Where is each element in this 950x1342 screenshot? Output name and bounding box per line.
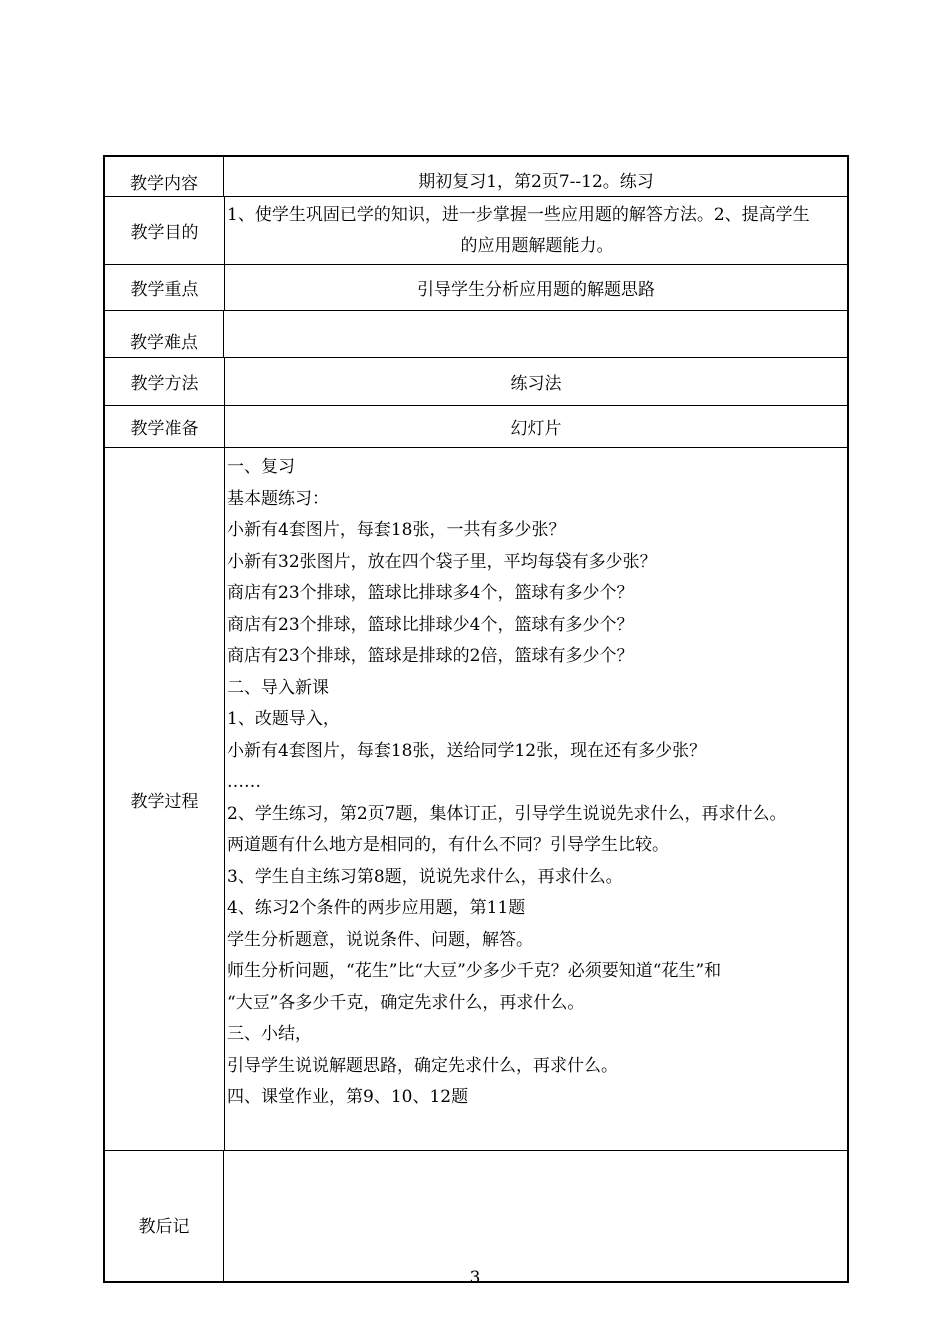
value-teaching-process: [225, 448, 847, 1150]
process-line: 小新有32张图片，放在四个袋子里，平均每袋有多少张？: [227, 551, 657, 572]
value-teaching-prep: 幻灯片: [510, 419, 562, 439]
process-line: 师生分析问题，“花生”比“大豆”少多少千克？必须要知道“花生”和: [227, 961, 722, 981]
value-teaching-content: 期初复习1，第2页7--12。练习: [418, 172, 654, 192]
process-line: 商店有23个排球，篮球比排球多4个，篮球有多少个？: [227, 583, 634, 603]
process-line: 学生分析题意，说说条件、问题，解答。: [227, 929, 533, 950]
row-teaching-method: [105, 358, 847, 406]
process-line: 小新有4套图片，每套18张，一共有多少张？: [227, 520, 566, 540]
process-line: 一、复习: [227, 457, 295, 477]
label-teaching-content: 教学内容: [105, 157, 224, 196]
process-line: 商店有23个排球，篮球比排球少4个，篮球有多少个？: [227, 614, 634, 635]
process-line: 小新有4套图片，每套18张，送给同学12张，现在还有多少张？: [227, 740, 707, 761]
row-teaching-content: [105, 157, 847, 197]
process-line: 基本题练习：: [227, 488, 329, 509]
process-line: 2、学生练习，第2页7题，集体订正，引导学生说说先求什么，再求什么。: [227, 803, 787, 824]
row-teaching-goal: [105, 197, 847, 265]
label-teaching-method: 教学方法: [105, 358, 225, 405]
process-line: 两道题有什么地方是相同的，有什么不同？引导学生比较。: [227, 835, 669, 855]
process-line: 3、学生自主练习第8题，说说先求什么，再求什么。: [227, 866, 623, 887]
process-line: 4、练习2个条件的两步应用题，第11题: [227, 898, 526, 918]
label-teaching-prep: 教学准备: [105, 406, 225, 447]
label-teaching-difficulty: 教学难点: [105, 311, 224, 357]
label-teaching-process: 教学过程: [105, 448, 225, 1150]
process-line: 三、小结，: [227, 1024, 312, 1044]
goal-line-1: 1、使学生巩固已学的知识，进一步掌握一些应用题的解答方法。2、提高学生: [227, 205, 810, 225]
process-line: 引导学生说说解题思路，确定先求什么，再求什么。: [227, 1055, 618, 1076]
row-teaching-focus: [105, 265, 847, 311]
value-teaching-goal: [225, 197, 847, 264]
goal-line-2: 的应用题解题能力。: [460, 236, 614, 256]
value-teaching-method: 练习法: [510, 374, 562, 394]
process-line: 商店有23个排球，篮球是排球的2倍，篮球有多少个？: [227, 646, 634, 666]
label-teaching-focus: 教学重点: [105, 265, 225, 310]
process-line: 二、导入新课: [227, 677, 329, 698]
row-teaching-process: [105, 448, 847, 1151]
value-teaching-focus: 引导学生分析应用题的解题思路: [417, 280, 655, 300]
value-teaching-difficulty: [225, 311, 847, 357]
label-teaching-goal: 教学目的: [105, 197, 225, 264]
row-teaching-prep: [105, 406, 847, 448]
row-afterword: [105, 1151, 847, 1281]
value-afterword: [225, 1151, 847, 1281]
process-line: 1、改题导入，: [227, 709, 340, 729]
process-line: “大豆”各多少千克，确定先求什么，再求什么。: [227, 992, 585, 1013]
lesson-plan-table: [103, 155, 849, 1283]
row-teaching-difficulty: [105, 311, 847, 358]
label-afterword: 教后记: [105, 1151, 224, 1281]
process-line: 四、课堂作业，第9、10、12题: [227, 1087, 469, 1107]
page-number: 3: [469, 1268, 481, 1288]
process-line: ……: [227, 772, 261, 792]
